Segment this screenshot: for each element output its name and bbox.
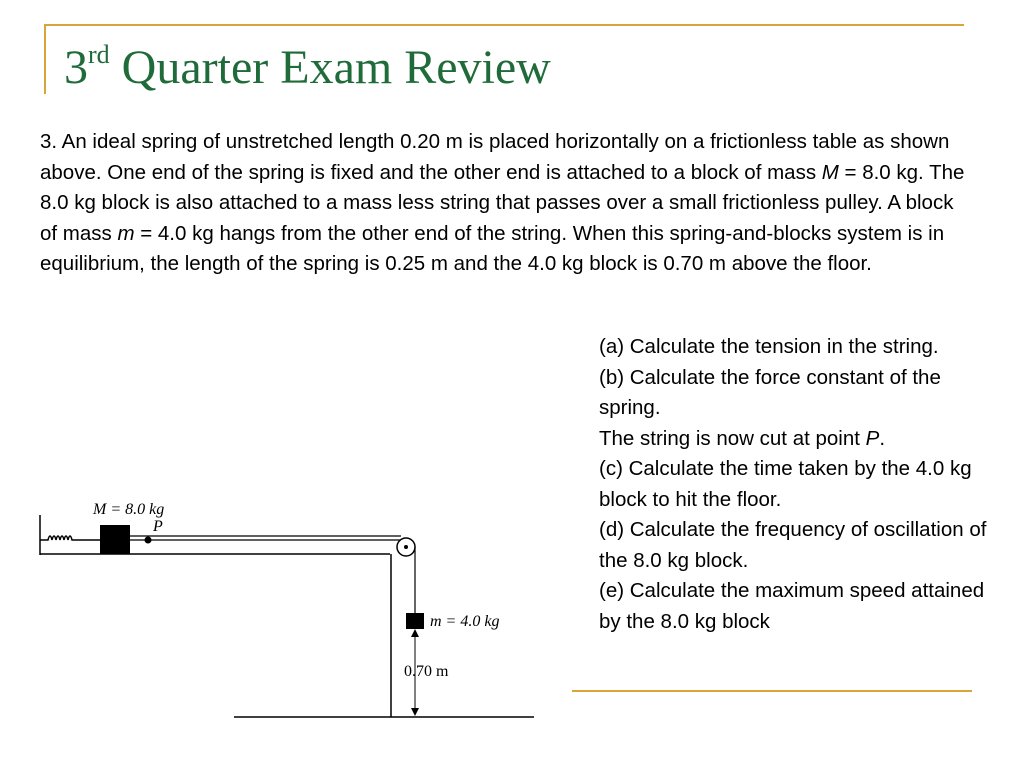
question-e: (e) Calculate the maximum speed attained by the 8.0 kg block bbox=[599, 579, 985, 633]
bottom-accent-rule bbox=[572, 690, 972, 692]
label-P: P bbox=[153, 518, 163, 535]
block-m bbox=[406, 613, 424, 629]
question-list bbox=[599, 332, 994, 637]
question-a: (a) Calculate the tension in the string. bbox=[599, 335, 939, 358]
problem-part-3: = 4.0 kg hangs from the other end of the string. When this spring-and-blocks system is in equilibrium, the length of the spring is 0.25 m and the 4.0 kg block is 0.70 m above the floor. bbox=[40, 221, 945, 275]
question-d: (d) Calculate the frequency of oscillation of the 8.0 kg block. bbox=[599, 518, 987, 572]
spring-coil bbox=[40, 536, 100, 540]
spring-block-diagram bbox=[36, 495, 546, 725]
cut-point-var: P bbox=[865, 426, 880, 450]
var-M: M bbox=[821, 160, 839, 184]
label-M: M = 8.0 kg bbox=[93, 501, 165, 518]
title-number: 3 bbox=[64, 41, 88, 94]
question-c: (c) Calculate the time taken by the 4.0 kg block to hit the floor. bbox=[599, 457, 972, 511]
height-arrow-top bbox=[411, 629, 419, 637]
cut-text: The string is now cut at point bbox=[599, 426, 866, 450]
var-m: m bbox=[117, 221, 135, 245]
slide-title bbox=[64, 40, 551, 96]
label-height: 0.70 m bbox=[404, 663, 449, 680]
side-accent-rule bbox=[44, 24, 46, 94]
title-ordinal: rd bbox=[88, 40, 110, 69]
top-accent-rule bbox=[44, 24, 964, 26]
height-arrow-bottom bbox=[411, 708, 419, 716]
cut-statement bbox=[599, 424, 994, 455]
title-text: Quarter Exam Review bbox=[109, 41, 551, 94]
question-b: (b) Calculate the force constant of the spring. bbox=[599, 365, 941, 419]
problem-statement bbox=[40, 127, 970, 280]
problem-part-2: = 8.0 kg. The 8.0 kg block is also attached to a mass less string that passes over a small frictionless pulley. A block of mass bbox=[40, 160, 965, 245]
cut-period: . bbox=[879, 426, 886, 450]
block-M bbox=[100, 525, 130, 554]
problem-part-1: 3. An ideal spring of unstretched length 0.20 m is placed horizontally on a frictionless table as shown above. One end of the spring is fixed and the other end is attached to a block of mass bbox=[40, 130, 950, 184]
label-m: m = 4.0 kg bbox=[430, 613, 500, 630]
pulley-axle bbox=[404, 545, 408, 549]
